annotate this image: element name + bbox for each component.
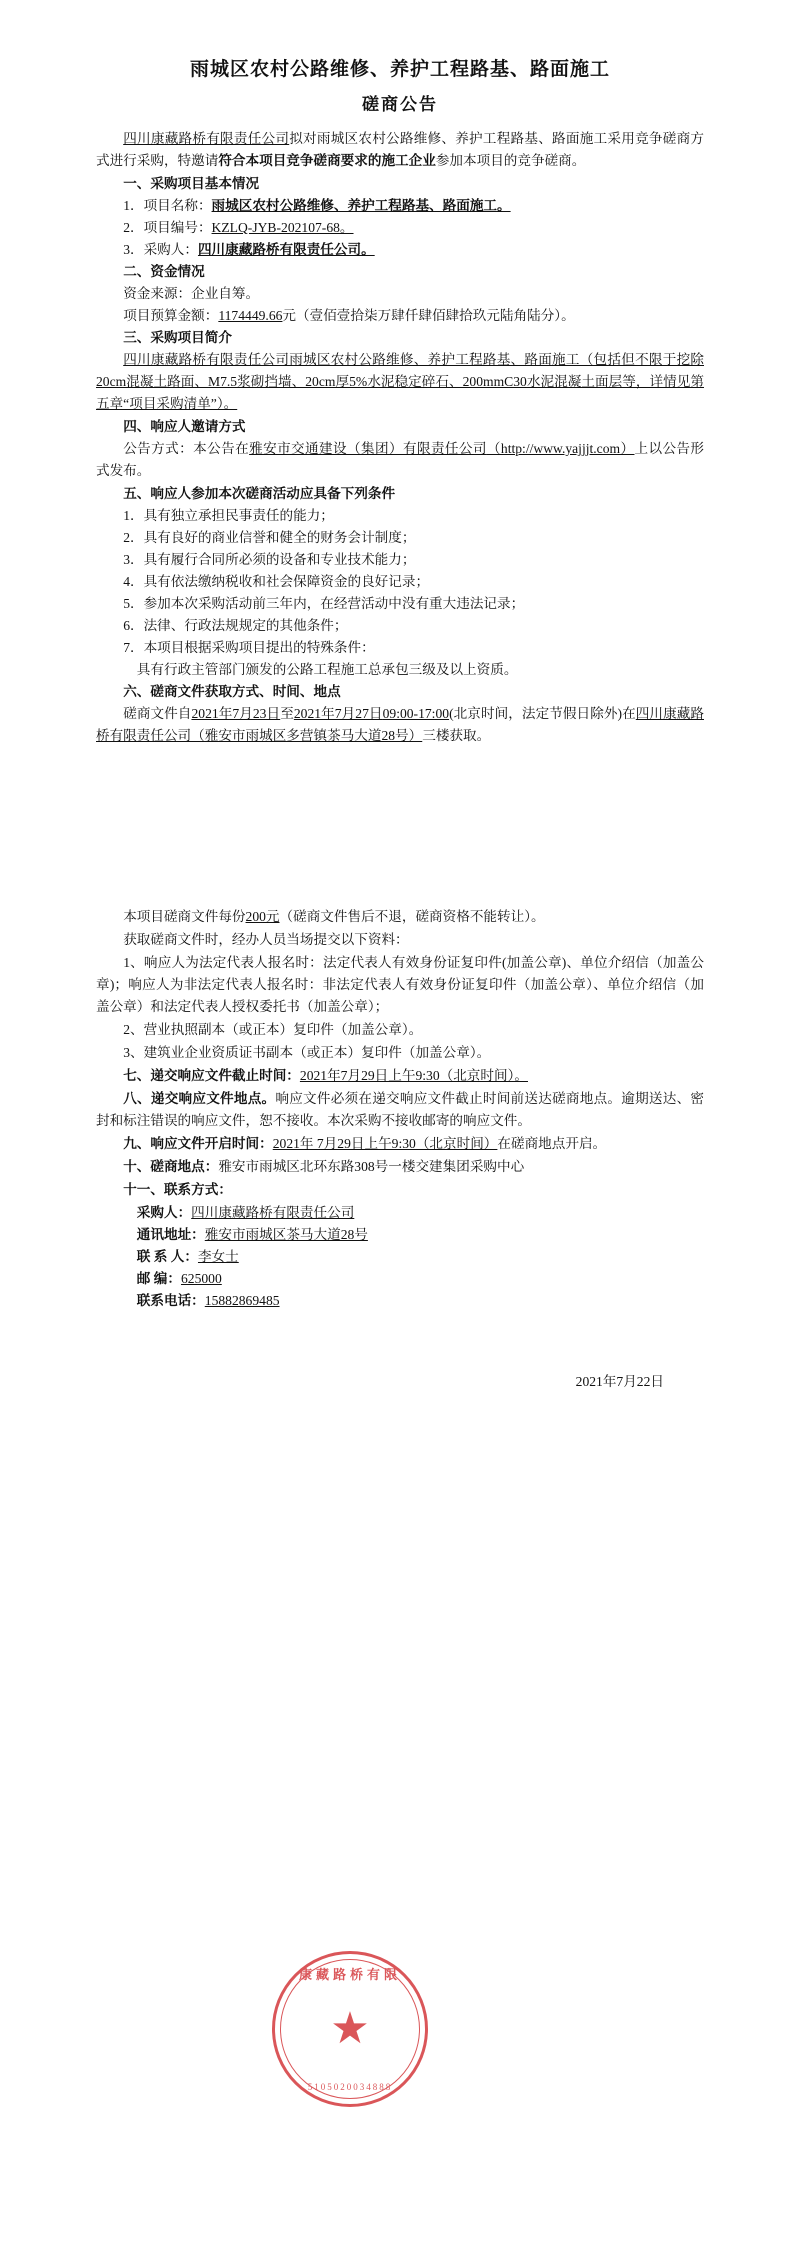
materials-item-2: 2、营业执照副本（或正本）复印件（加盖公章）。 [123,1022,423,1038]
section-5-item-5: 5．参加本次采购活动前三年内，在经营活动中没有重大违法记录； [123,596,525,612]
section-6-date-to: 2021年7月27日 [293,706,383,722]
intro-text-2: 参加本项目的竞争磋商。 [435,152,586,168]
seal-star-icon: ★ [330,2004,370,2053]
contact-row-postcode [96,1268,704,1290]
section-1-item-3 [96,239,704,261]
section-1-item-1 [96,195,704,217]
section-11-heading [96,1179,704,1201]
section-6-post: 三楼获取。 [422,728,491,744]
section-10-value: 雅安市雨城区北环东路308号一楼交建集团采购中心 [218,1159,525,1175]
section-5-heading: 五、响应人参加本次磋商活动应具备下列条件 [123,485,396,501]
section-6-mid-2: (北京时间，法定节假日除外)在 [449,706,636,722]
section-5-extra: 具有行政主管部门颁发的公路工程施工总承包三级及以上资质。 [136,662,518,678]
budget-amount: 1174449.66 [218,307,283,323]
contact-label-buyer: 采购人： [136,1205,192,1221]
doc-price-paragraph [96,906,704,928]
materials-heading: 获取磋商文件时，经办人员当场提交以下资料： [123,932,409,948]
section-2-item-2 [96,305,704,327]
section-3-body [96,349,704,415]
section-4-pre: 公告方式：本公告在 [123,440,250,456]
contact-value-person: 李女士 [197,1249,239,1265]
intro-text-1: 拟对雨城区农村公路维修、养护工程路基、路面施工采用竞争磋商方式进行采购，特邀请 [96,130,704,168]
intro-emphasis: 符合本项目竞争磋商要求的施工企业 [218,152,436,168]
section-4-post: 上以公告形式发布。 [96,440,705,478]
section-6-pre: 磋商文件自 [123,706,192,722]
section-1-item-2 [96,217,704,239]
section-4-org: 雅安市交通建设（集团）有限责任公司 [249,440,487,456]
seal-top-text: 康藏路桥有限 [298,1967,401,1982]
section-1-item-2-label: 2．项目编号： [123,219,212,235]
section-5-item-1: 1．具有独立承担民事责任的能力； [123,507,334,523]
section-1-item-3-label: 3．采购人： [123,241,198,257]
section-2-heading: 二、资金情况 [123,263,205,279]
section-11-label: 十一、联系方式： [123,1182,232,1198]
contact-value-phone: 15882869485 [204,1293,280,1309]
section-1-item-2-value: KZLQ-JYB-202107-68。 [211,219,354,235]
section-6-place: 四川康藏路桥有限责任公司（雅安市雨城区多营镇茶马大道28号） [96,706,704,744]
section-5-item-4: 4．具有依法缴纳税收和社会保障资金的良好记录； [123,574,430,589]
contact-label-person: 联 系 人： [136,1249,198,1265]
document-page-2 [0,796,800,2263]
section-2-item-1: 资金来源：企业自筹。 [123,285,260,301]
materials-item-1: 1、响应人为法定代表人报名时：法定代表人有效身份证复印件(加盖公章)、单位介绍信（加盖公章)；响应人为非法定代表人报名时：非法定代表人有效身份证复印件（加盖公章）、单位介绍信（加盖公章）和法定代表人授权委托书（加盖公章）； [96,955,704,1015]
section-9-label: 九、响应文件开启时间： [123,1136,273,1152]
price-value: 200元 [245,909,280,924]
section-7-label: 七、递交响应文件截止时间： [123,1068,300,1084]
section-8 [96,1088,704,1132]
section-4-body [96,438,704,482]
page-title: 雨城区农村公路维修、养护工程路基、路面施工 [189,59,610,80]
section-3-heading: 三、采购项目简介 [123,329,232,345]
section-9-value: 2021年 7月29日上午9:30（北京时间） [272,1136,498,1152]
contact-row-buyer [96,1202,704,1224]
section-10 [96,1156,704,1178]
section-9-post: 在磋商地点开启。 [497,1136,607,1152]
section-6-date-from: 2021年7月23日 [191,706,281,722]
section-5-item-6: 6．法律、行政法规规定的其他条件； [123,618,348,634]
section-8-label: 八、递交响应文件地点。 [123,1091,276,1107]
section-1-item-3-value: 四川康藏路桥有限责任公司。 [197,241,375,257]
price-post: （磋商文件售后不退，磋商资格不能转让）。 [279,909,545,924]
intro-paragraph [96,128,704,172]
company-seal-stamp [272,1951,428,2107]
section-6-heading: 六、磋商文件获取方式、时间、地点 [123,684,341,700]
section-9 [96,1133,704,1155]
section-7-value: 2021年7月29日上午9:30（北京时间）。 [299,1068,528,1084]
section-10-label: 十、磋商地点： [123,1159,219,1175]
section-6-mid-1: 至 [280,706,294,722]
section-1-item-1-label: 1．项目名称： [123,197,212,213]
section-5-item-3: 3．具有履行合同所必须的设备和专业技术能力； [123,551,416,567]
section-7 [96,1065,704,1087]
contact-label-address: 通讯地址： [136,1227,205,1243]
seal-bottom-text: 5105020034888 [307,2082,393,2092]
contact-label-phone: 联系电话： [136,1293,205,1309]
budget-label: 项目预算金额： [123,307,219,323]
contact-row-phone [96,1290,704,1312]
section-1-item-1-value: 雨城区农村公路维修、养护工程路基、路面施工。 [211,197,511,213]
section-5-item-2: 2．具有良好的商业信誉和健全的财务会计制度； [123,529,416,545]
section-4-heading: 四、响应人邀请方式 [123,418,246,434]
intro-company: 四川康藏路桥有限责任公司 [123,130,290,146]
section-6-body [96,703,704,747]
document-page-1 [0,0,800,790]
section-1-heading: 一、采购项目基本情况 [123,175,260,191]
contact-value-postcode: 625000 [180,1271,222,1287]
seal-inner-ring [280,1959,420,2099]
section-6-time: 09:00-17:00 [382,706,450,722]
price-pre: 本项目磋商文件每份 [123,909,246,924]
section-4-url[interactable]: （http://www.yajjjt.com） [486,440,635,456]
materials-item-3: 3、建筑业企业资质证书副本（或正本）复印件（加盖公章）。 [123,1045,491,1061]
contact-value-buyer: 四川康藏路桥有限责任公司 [191,1205,355,1221]
section-8-body: 响应文件必须在递交响应文件截止时间前送达磋商地点。逾期送达、密封和标注错误的响应文件，恕不接收。本次采购不接收邮寄的响应文件。 [96,1091,705,1129]
contact-row-address [96,1224,704,1246]
contact-row-person [96,1246,704,1268]
contact-label-postcode: 邮 编： [136,1271,181,1287]
section-5-item-7: 7．本项目根据采购项目提出的特殊条件： [123,640,375,656]
contact-value-address: 雅安市雨城区茶马大道28号 [204,1227,368,1243]
document-date: 2021年7月22日 [575,1374,664,1390]
section-3-text: 四川康藏路桥有限责任公司雨城区农村公路维修、养护工程路基、路面施工（包括但不限于挖除20cm混凝土路面、M7.5浆砌挡墙、20cm厚5%水泥稳定碎石、200mmC30水泥混凝土面层等，详情见第五章“项目采购清单”）。 [96,351,704,411]
budget-unit: 元（壹佰壹拾柒万肆仟肆佰肆拾玖元陆角陆分）。 [282,307,575,323]
page-subtitle: 磋商公告 [362,94,438,114]
